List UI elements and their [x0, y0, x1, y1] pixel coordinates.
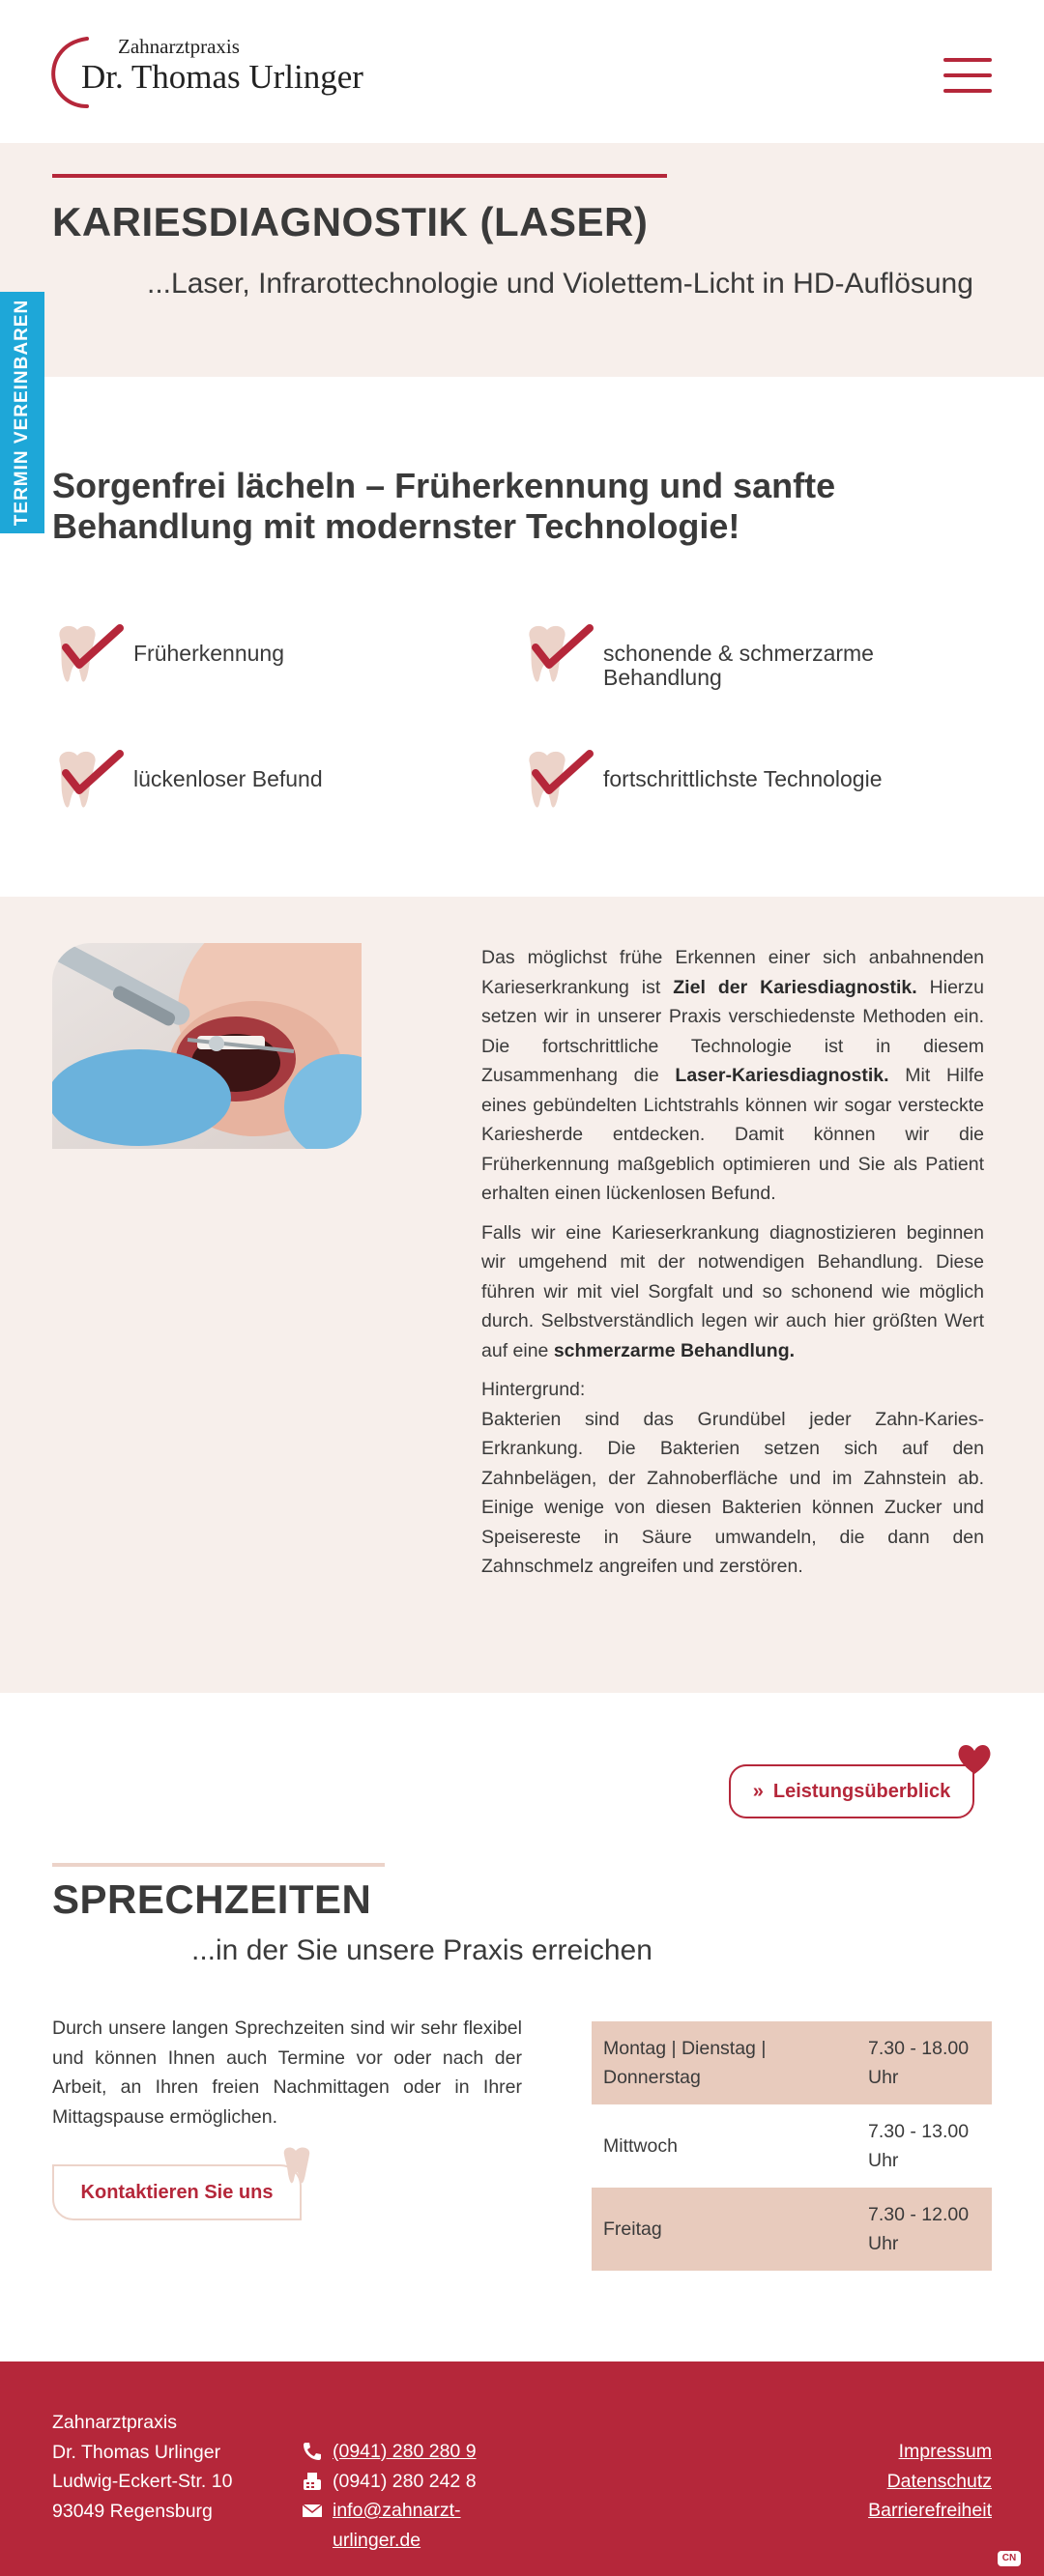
- hours-time: 7.30 - 18.00 Uhr: [868, 2038, 970, 2088]
- phone-icon: [302, 2442, 323, 2461]
- cn-badge: CN: [998, 2551, 1021, 2566]
- hours-day: Montag | Dienstag | Donnerstag: [603, 2038, 767, 2088]
- content-section: [0, 897, 1044, 1693]
- hero-divider: [52, 174, 667, 178]
- hours-day: Freitag: [603, 2218, 662, 2240]
- contact-us-button[interactable]: Kontaktieren Sie uns: [52, 2164, 302, 2220]
- content-paragraph-2: Falls wir eine Karieserkrankung diagnostizieren beginnen wir umgehend mit der notwendigen Behandlung. Diese führen wir mit viel Sorgfalt und so schonend wie möglich durch. Selbstverständlich legen wir auch hier größten Wert auf eine schmerzarme Behandlung.: [481, 1221, 984, 1361]
- menu-hamburger-icon[interactable]: [943, 58, 992, 93]
- phone-link[interactable]: (0941) 280 280 9: [333, 2441, 477, 2462]
- logo[interactable]: [48, 31, 377, 112]
- feature-label: Früherkennung: [133, 641, 284, 666]
- appointment-side-tab-label: TERMIN VEREINBAREN: [12, 299, 32, 527]
- features-heading: Sorgenfrei lächeln – Früherkennung und sanfte Behandlung mit modernster Technologie!: [52, 466, 836, 546]
- feature-label: lückenloser Befund: [133, 766, 323, 791]
- site-header: [0, 0, 1044, 143]
- feature-item: [52, 624, 497, 692]
- sprechzeiten-divider: [52, 1863, 385, 1867]
- feature-item: [522, 624, 986, 692]
- envelope-icon: [302, 2501, 323, 2520]
- tooth-check-icon: [522, 750, 595, 814]
- table-row: [592, 2021, 992, 2104]
- hours-time: 7.30 - 12.00 Uhr: [868, 2204, 970, 2254]
- feature-item: [52, 750, 497, 817]
- footer-contact: [302, 2437, 477, 2555]
- site-footer: [0, 2361, 1044, 2576]
- tooth-check-icon: [522, 624, 595, 688]
- fax-icon: [302, 2472, 323, 2491]
- page-hero: [0, 143, 1044, 377]
- page-title: KARIESDIAGNOSTIK (LASER): [52, 199, 649, 244]
- double-chevron-right-icon: »: [752, 1780, 764, 1802]
- feature-item: [522, 750, 986, 817]
- feature-label: schonende & schmerzarme Behandlung: [603, 641, 874, 690]
- feature-label: fortschrittlichste Technologie: [603, 766, 883, 791]
- email-link[interactable]: info@zahnarzt- urlinger.de: [333, 2500, 461, 2551]
- tooth-check-icon: [52, 750, 126, 814]
- sprechzeiten-subtitle: ...in der Sie unsere Praxis erreichen: [191, 1934, 652, 1966]
- appointment-side-tab[interactable]: [0, 292, 44, 533]
- logo-practice-name: Zahnarztpraxis: [118, 35, 240, 58]
- page-subtitle: ...Laser, Infrarottechnologie und Violettem-Licht in HD-Auflösung: [147, 268, 973, 300]
- fax-number: (0941) 280 242 8: [333, 2470, 477, 2492]
- services-overview-button[interactable]: [729, 1764, 974, 1818]
- impressum-link[interactable]: Impressum: [898, 2441, 992, 2462]
- hours-day: Mittwoch: [603, 2135, 678, 2157]
- hours-time: 7.30 - 13.00 Uhr: [868, 2121, 970, 2171]
- table-row: [592, 2104, 992, 2188]
- table-row: [592, 2188, 992, 2271]
- opening-hours-table: [592, 2021, 992, 2271]
- logo-doctor-name: Dr. Thomas Urlinger: [81, 58, 363, 96]
- content-text: [481, 943, 984, 1591]
- services-overview-label: Leistungsüberblick: [772, 1780, 951, 1802]
- content-paragraph-3: Hintergrund: Bakterien sind das Grundübel jeder Zahn-Karies-Erkrankung. Die Bakterien setzen sich auf den Zahnbelägen, der Zahnoberfläche und im Zahnstein ab. Einige wenige von diesen Bakterien können Zucker und Speisereste in Säure umwandeln, die dann den Zahnschmelz angreifen und zerstören.: [481, 1379, 984, 1577]
- tooth-check-icon: [52, 624, 126, 688]
- footer-address: Zahnarztpraxis Dr. Thomas Urlinger Ludwig-Eckert-Str. 10 93049 Regensburg: [52, 2412, 233, 2522]
- dental-treatment-photo: [52, 943, 362, 1149]
- datenschutz-link[interactable]: Datenschutz: [886, 2470, 992, 2492]
- footer-links: [868, 2437, 992, 2526]
- sprechzeiten-title: SPRECHZEITEN: [52, 1876, 372, 1922]
- heart-icon: [955, 1739, 994, 1778]
- tooth-icon: [280, 2147, 315, 2186]
- barrierefreiheit-link[interactable]: Barrierefreiheit: [868, 2500, 992, 2521]
- sprechzeiten-text: Durch unsere langen Sprechzeiten sind wir sehr flexibel und können Ihnen auch Termine vor oder nach der Arbeit, an Ihren freien Nachmittagen oder in Ihrer Mittagspause ermöglichen.: [52, 2018, 522, 2128]
- content-paragraph-1: Das möglichst frühe Erkennen einer sich anbahnenden Karieserkrankung ist Ziel der Kariesdiagnostik. Hierzu setzen wir in unserer Praxis verschiedenste Methoden ein. Die fortschrittliche Technologie ist in diesem Zusammenhang die Laser-Kariesdiagnostik. Mit Hilfe eines gebündelten Lichtstrahls können wir sogar versteckte Kariesherde entdecken. Damit können wir die Früherkennung maßgeblich optimieren und Sie als Patient erhalten einen lückenlosen Befund.: [481, 947, 984, 1204]
